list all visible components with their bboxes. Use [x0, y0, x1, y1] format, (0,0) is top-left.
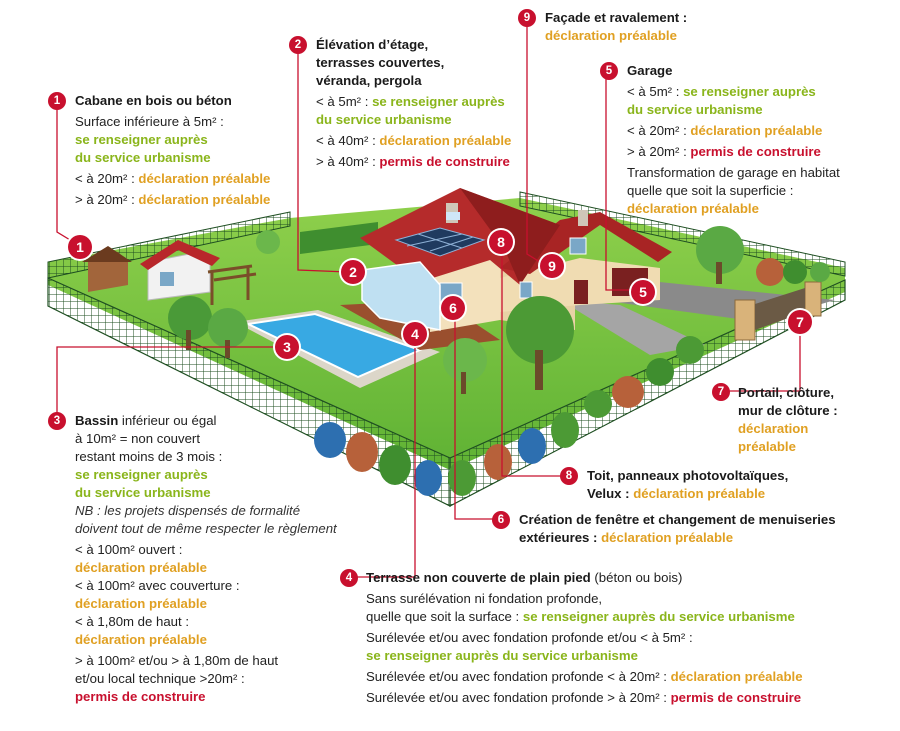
window [520, 282, 532, 298]
map-badge-8: 8 [489, 230, 513, 254]
block-cabane [75, 92, 270, 209]
garage-line: Transformation de garage en habitat [627, 165, 840, 180]
portail-title: mur de clôture : [738, 403, 838, 418]
block-facade [545, 9, 687, 45]
label-badge-5: 5 [600, 62, 618, 80]
label-badge-6: 6 [492, 511, 510, 529]
gate-pillar [805, 282, 821, 316]
map-badge-3: 3 [275, 335, 299, 359]
fenetre-line: extérieures : déclaration préalable [519, 530, 734, 545]
bassin-line: et/ou local technique >20m² : [75, 671, 245, 686]
facade-title: Façade et ravalement : [545, 10, 688, 25]
map-badge-2: 2 [341, 260, 365, 284]
block-terrasse [366, 569, 803, 707]
garage-title: Garage [627, 63, 673, 78]
toit-line: Velux : déclaration préalable [587, 486, 766, 501]
bassin-line: permis de construire [75, 689, 206, 704]
cabane-title: Cabane en bois ou béton [75, 93, 232, 108]
terrasse-line: Surélevée et/ou avec fondation profonde > à 20m² : permis de construire [366, 690, 802, 705]
bassin-note: NB : les projets dispensés de formalité [75, 503, 301, 518]
terrasse-line: quelle que soit la surface : se renseigner auprès du service urbanisme [366, 609, 795, 624]
cabane-line: < à 20m² : déclaration préalable [75, 171, 271, 186]
elevation-line: > à 40m² : permis de construire [316, 154, 510, 169]
elevation-line: du service urbanisme [316, 112, 452, 127]
label-badge-3: 3 [48, 412, 66, 430]
gate-pillar [735, 300, 755, 340]
garage-line: > à 20m² : permis de construire [627, 144, 821, 159]
bassin-line: < à 1,80m de haut : [75, 614, 190, 629]
elevation-title: véranda, pergola [316, 73, 422, 88]
bassin-line: déclaration préalable [75, 632, 207, 647]
bassin-line: déclaration préalable [75, 560, 207, 575]
portail-title: Portail, clôture, [738, 385, 834, 400]
terrasse-line: Surélevée et/ou avec fondation profonde < à 20m² : déclaration préalable [366, 669, 803, 684]
block-elevation [316, 36, 511, 171]
garage-line: quelle que soit la superficie : [627, 183, 794, 198]
cabane-line: > à 20m² : déclaration préalable [75, 192, 271, 207]
garage-line: < à 20m² : déclaration préalable [627, 123, 823, 138]
label-badge-9: 9 [518, 9, 536, 27]
block-bassin [75, 412, 337, 706]
cabane-line: se renseigner auprès [75, 132, 208, 147]
garage-line: déclaration préalable [627, 201, 759, 216]
roof-window [446, 212, 460, 220]
garage-line: < à 5m² : se renseigner auprès [627, 84, 816, 99]
label-badge-7: 7 [712, 383, 730, 401]
terrasse-line: Sans surélévation ni fondation profonde, [366, 591, 603, 606]
facade-line: déclaration préalable [545, 28, 677, 43]
label-badge-8: 8 [560, 467, 578, 485]
block-garage [627, 62, 840, 218]
door [574, 280, 588, 304]
terrasse-line: se renseigner auprès du service urbanisme [366, 648, 638, 663]
label-badge-1: 1 [48, 92, 66, 110]
toit-title: Toit, panneaux photovoltaïques, [587, 468, 789, 483]
block-fenetre [519, 511, 836, 547]
elevation-title: Élévation d’étage, [316, 37, 429, 52]
map-badge-4: 4 [403, 322, 427, 346]
bassin-title: Bassin inférieur ou égal [75, 413, 217, 428]
block-portail [738, 384, 838, 456]
terrasse-title: Terrasse non couverte de plain pied (béton ou bois) [366, 570, 683, 585]
map-badge-9: 9 [540, 254, 564, 278]
bassin-line: déclaration préalable [75, 596, 207, 611]
bassin-note: doivent tout de même respecter le règlement [75, 521, 337, 536]
fenetre-title: Création de fenêtre et changement de menuiseries [519, 512, 836, 527]
bassin-line: à 10m² = non couvert [75, 431, 200, 446]
map-badge-6: 6 [441, 296, 465, 320]
bassin-line: < à 100m² avec couverture : [75, 578, 240, 593]
portail-line: préalable [738, 439, 796, 454]
garage-line: du service urbanisme [627, 102, 763, 117]
bassin-line: se renseigner auprès [75, 467, 208, 482]
elevation-title: terrasses couvertes, [316, 55, 445, 70]
block-toit [587, 467, 788, 503]
portail-line: déclaration [738, 421, 809, 436]
map-badge-5: 5 [631, 280, 655, 304]
label-badge-2: 2 [289, 36, 307, 54]
bassin-line: < à 100m² ouvert : [75, 542, 183, 557]
chimney [578, 210, 588, 226]
window [570, 238, 586, 254]
bassin-line: > à 100m² et/ou > à 1,80m de haut [75, 653, 279, 668]
label-badge-4: 4 [340, 569, 358, 587]
map-badge-7: 7 [788, 310, 812, 334]
terrasse-line: Surélevée et/ou avec fondation profonde et/ou < à 5m² : [366, 630, 693, 645]
elevation-line: < à 5m² : se renseigner auprès [316, 94, 505, 109]
map-badge-1: 1 [68, 235, 92, 259]
bassin-line: restant moins de 3 mois : [75, 449, 223, 464]
cabane-line: Surface inférieure à 5m² : [75, 114, 224, 129]
bassin-line: du service urbanisme [75, 485, 211, 500]
elevation-line: < à 40m² : déclaration préalable [316, 133, 512, 148]
cabane-line: du service urbanisme [75, 150, 211, 165]
